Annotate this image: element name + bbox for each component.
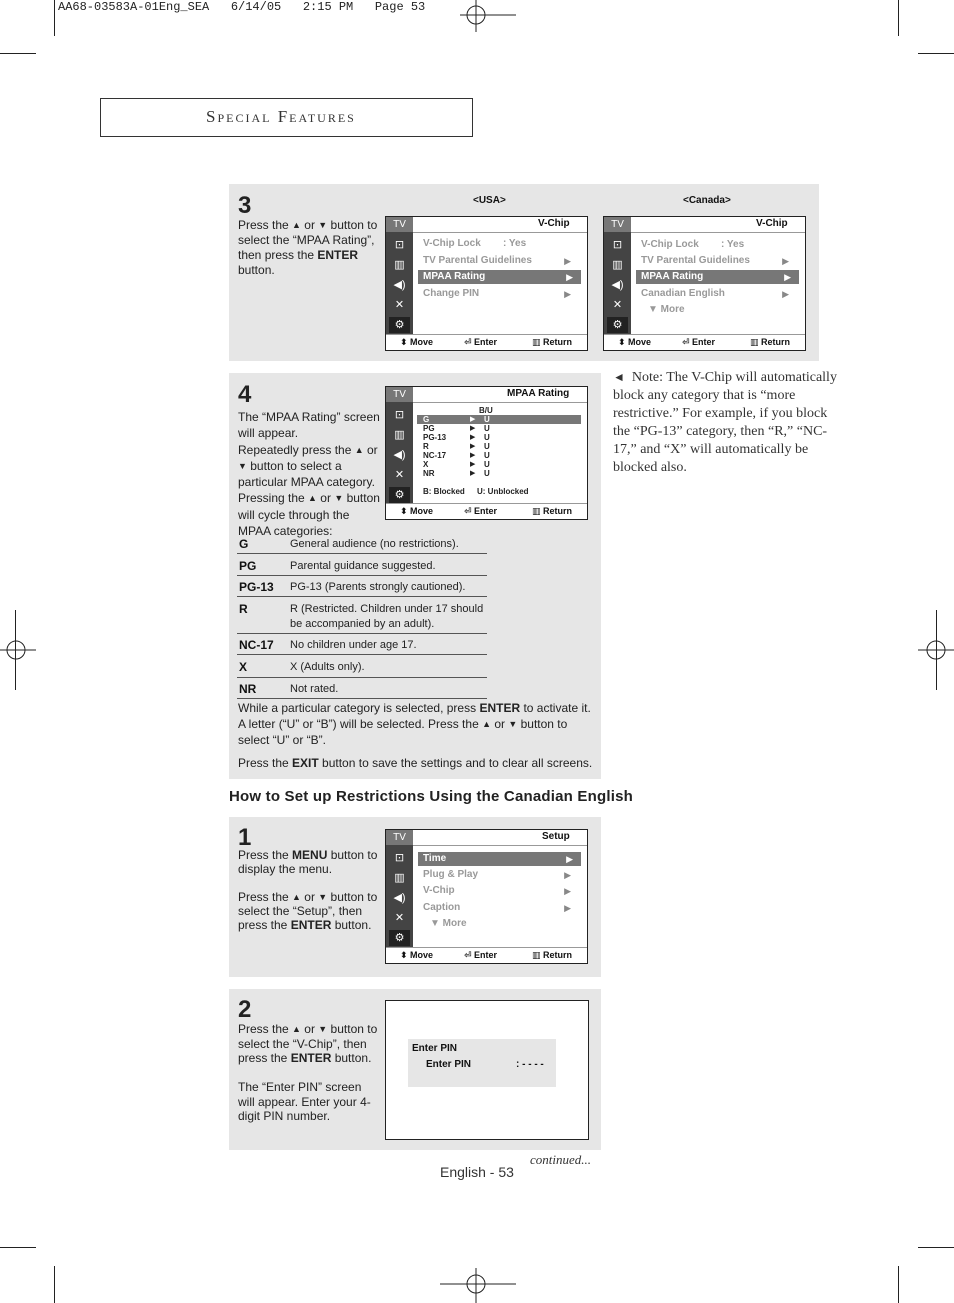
speaker-icon: ◀) <box>393 449 406 461</box>
crop-mark <box>0 1247 36 1248</box>
osd-title: V-Chip <box>538 218 570 229</box>
menu-item-vchip-lock[interactable]: V-Chip Lock : Yes <box>423 238 527 249</box>
osd-tv-label: TV <box>386 387 413 402</box>
category-row-nc17: NC-17 No children under age 17. <box>237 638 487 655</box>
osd-title: Setup <box>542 831 570 842</box>
enter-pin-dialog <box>408 1039 556 1087</box>
picture-icon: ⊡ <box>394 852 405 864</box>
sound-icon: ▥ <box>394 872 405 884</box>
osd-sidebar <box>386 830 413 948</box>
sound-icon: ▥ <box>394 429 405 441</box>
step-4-exit-text: Press the EXIT button to save the settings and to clear all screens. <box>238 756 593 770</box>
osd-sidebar <box>386 217 413 335</box>
mpaa-rating-screen <box>385 386 588 520</box>
pin-value[interactable]: : - - - - <box>516 1059 544 1070</box>
osd-title: MPAA Rating <box>507 388 570 399</box>
print-header: AA68-03583A-01Eng_SEA 6/14/05 2:15 PM Page 53 <box>58 0 426 14</box>
picture-icon: ⊡ <box>394 239 405 251</box>
continued-label: continued... <box>530 1152 592 1167</box>
step-number: 1 <box>238 824 252 851</box>
osd-footer <box>604 334 805 350</box>
move-hint: ⬍ Move <box>400 337 434 347</box>
menu-item-caption[interactable]: Caption ▶ <box>423 902 571 913</box>
move-hint: ⬍ Move <box>400 950 434 960</box>
section-title: Special Features <box>206 107 356 126</box>
section-heading: How to Set up Restrictions Using the Canadian English <box>229 788 633 805</box>
rating-row-x[interactable]: X ▶ U <box>423 460 490 469</box>
arrow-right-icon: ▶ <box>564 886 571 896</box>
legend-blocked: B: Blocked <box>423 487 465 496</box>
arrow-right-icon: ▶ <box>564 870 571 880</box>
rating-list <box>423 415 503 478</box>
antenna-icon: ✕ <box>394 469 405 481</box>
pin-dialog-title: Enter PIN <box>412 1043 458 1054</box>
arrow-right-icon: ▶ <box>782 256 789 266</box>
setup-icon: ⚙ <box>389 487 410 503</box>
menu-item-mpaa-rating[interactable]: MPAA Rating ▶ <box>418 270 581 284</box>
menu-item-more[interactable]: ▼ More <box>648 304 685 315</box>
menu-item-vchip[interactable]: V-Chip ▶ <box>423 885 571 896</box>
legend-unblocked: U: Unblocked <box>477 487 529 496</box>
category-row-r: R R (Restricted. Children under 17 should be accompanied by an adult). <box>237 602 487 634</box>
step-number: 4 <box>238 381 252 408</box>
step-number: 2 <box>238 996 252 1023</box>
setup-icon: ⚙ <box>607 317 628 333</box>
menu-item-plug-play[interactable]: Plug & Play ▶ <box>423 869 571 880</box>
usa-vchip-screen <box>385 216 588 351</box>
arrow-right-icon: ▶ <box>564 903 571 913</box>
osd-tv-label: TV <box>386 830 413 845</box>
menu-item-mpaa-rating[interactable]: MPAA Rating ▶ <box>636 270 799 284</box>
osd-footer <box>386 334 587 350</box>
menu-item-tv-parental[interactable]: TV Parental Guidelines ▶ <box>641 255 789 266</box>
enter-hint: ⏎ Enter <box>464 506 498 516</box>
return-hint: ▥ Return <box>532 337 573 347</box>
enter-pin-screen <box>385 1000 589 1140</box>
page-number: English - 53 <box>440 1164 514 1180</box>
rating-row-pg[interactable]: PG ▶ U <box>423 424 490 433</box>
note-arrow-icon: ◄ <box>613 370 625 384</box>
return-hint: ▥ Return <box>750 337 791 347</box>
setup-icon: ⚙ <box>389 930 410 946</box>
antenna-icon: ✕ <box>612 299 623 311</box>
step-4-text: The “MPAA Rating” screen will appear. Repeatedly press the ▲ or ▼ button to select a particular MPAA category. Pressing the ▲ or ▼ button will cycle through the MPAA categories: <box>238 410 380 539</box>
antenna-icon: ✕ <box>394 912 405 924</box>
speaker-icon: ◀) <box>611 279 624 291</box>
antenna-icon: ✕ <box>394 299 405 311</box>
crop-mark <box>898 1266 899 1303</box>
step-4-activate-text: While a particular category is selected, press ENTER to activate it. A letter (“U” or “B”) will be selected. Press the ▲ or ▼ button to select “U” or “B”. <box>238 701 591 747</box>
usa-label: <USA> <box>473 195 506 206</box>
arrow-right-icon: ▶ <box>566 854 573 864</box>
speaker-icon: ◀) <box>393 279 406 291</box>
osd-tv-label: TV <box>604 217 631 232</box>
registration-mark-icon <box>460 0 516 32</box>
menu-item-vchip-lock[interactable]: V-Chip Lock : Yes <box>641 239 745 250</box>
menu-item-time[interactable]: Time ▶ <box>418 852 581 866</box>
enter-hint: ⏎ Enter <box>464 950 498 960</box>
menu-item-change-pin[interactable]: Change PIN ▶ <box>423 288 571 299</box>
bu-header: B/U <box>479 406 493 415</box>
osd-title: V-Chip <box>756 218 788 229</box>
crop-mark <box>918 1247 954 1248</box>
registration-mark-icon <box>0 634 36 666</box>
crop-mark <box>918 53 954 54</box>
category-row-nr: NR Not rated. <box>237 682 487 699</box>
return-hint: ▥ Return <box>532 506 573 516</box>
arrow-right-icon: ▶ <box>564 256 571 266</box>
note-text: ◄ Note: The V-Chip will automatically block any category that is “more restrictive.” For example, if you block the “PG-13” category, then “R,” “NC-17,” and “X” will automatically be blocked also. <box>613 370 837 475</box>
move-hint: ⬍ Move <box>400 506 434 516</box>
osd-sidebar <box>386 387 413 504</box>
picture-icon: ⊡ <box>394 409 405 421</box>
picture-icon: ⊡ <box>612 239 623 251</box>
step-3-text: Press the ▲ or ▼ button to select the “MPAA Rating”, then press the ENTER button. <box>238 218 378 277</box>
osd-footer <box>386 503 587 519</box>
category-row-x: X X (Adults only). <box>237 660 487 678</box>
osd-tv-label: TV <box>386 217 413 232</box>
rating-row-r[interactable]: R ▶ U <box>423 442 490 451</box>
arrow-right-icon: ▶ <box>564 289 571 299</box>
sound-icon: ▥ <box>394 259 405 271</box>
canada-vchip-screen <box>603 216 806 351</box>
crop-mark <box>898 0 899 36</box>
menu-item-canadian-english[interactable]: Canadian English ▶ <box>641 288 789 299</box>
arrow-right-icon: ▶ <box>566 272 573 282</box>
menu-item-more[interactable]: ▼ More <box>430 918 467 929</box>
move-hint: ⬍ Move <box>618 337 652 347</box>
pin-label: Enter PIN <box>426 1059 472 1070</box>
crop-mark <box>54 0 55 36</box>
registration-mark-icon <box>918 634 954 666</box>
osd-footer <box>386 947 587 963</box>
enter-hint: ⏎ Enter <box>464 337 498 347</box>
speaker-icon: ◀) <box>393 892 406 904</box>
return-hint: ▥ Return <box>532 950 573 960</box>
category-row-g: G General audience (no restrictions). <box>237 537 487 554</box>
rating-row-nr[interactable]: NR ▶ U <box>423 469 490 478</box>
category-row-pg13: PG-13 PG-13 (Parents strongly cautioned). <box>237 580 487 597</box>
rating-row-g[interactable]: G ▶ U <box>423 415 490 424</box>
enter-hint: ⏎ Enter <box>682 337 716 347</box>
setup-icon: ⚙ <box>389 317 410 333</box>
rating-row-nc17[interactable]: NC-17 ▶ U <box>423 451 490 460</box>
registration-mark-icon <box>440 1268 516 1303</box>
rating-row-pg13[interactable]: PG-13 ▶ U <box>423 433 490 442</box>
step-1-text: Press the MENU button to display the menu. Press the ▲ or ▼ button to select the “Setup”, then press the ENTER button. <box>238 848 378 932</box>
category-row-pg: PG Parental guidance suggested. <box>237 559 487 576</box>
sound-icon: ▥ <box>612 259 623 271</box>
setup-menu-screen <box>385 829 588 964</box>
crop-mark <box>54 1266 55 1303</box>
step-number: 3 <box>238 192 252 219</box>
crop-mark <box>0 53 36 54</box>
arrow-right-icon: ▶ <box>784 272 791 282</box>
step-2-text: Press the ▲ or ▼ button to select the “V-Chip”, then press the ENTER button. The “Enter PIN” screen will appear. Enter your 4-digit PIN number. <box>238 1022 378 1123</box>
osd-sidebar <box>604 217 631 335</box>
arrow-right-icon: ▶ <box>782 289 789 299</box>
menu-item-tv-parental[interactable]: TV Parental Guidelines ▶ <box>423 255 571 266</box>
canada-label: <Canada> <box>683 195 731 206</box>
section-header-box <box>100 98 473 137</box>
